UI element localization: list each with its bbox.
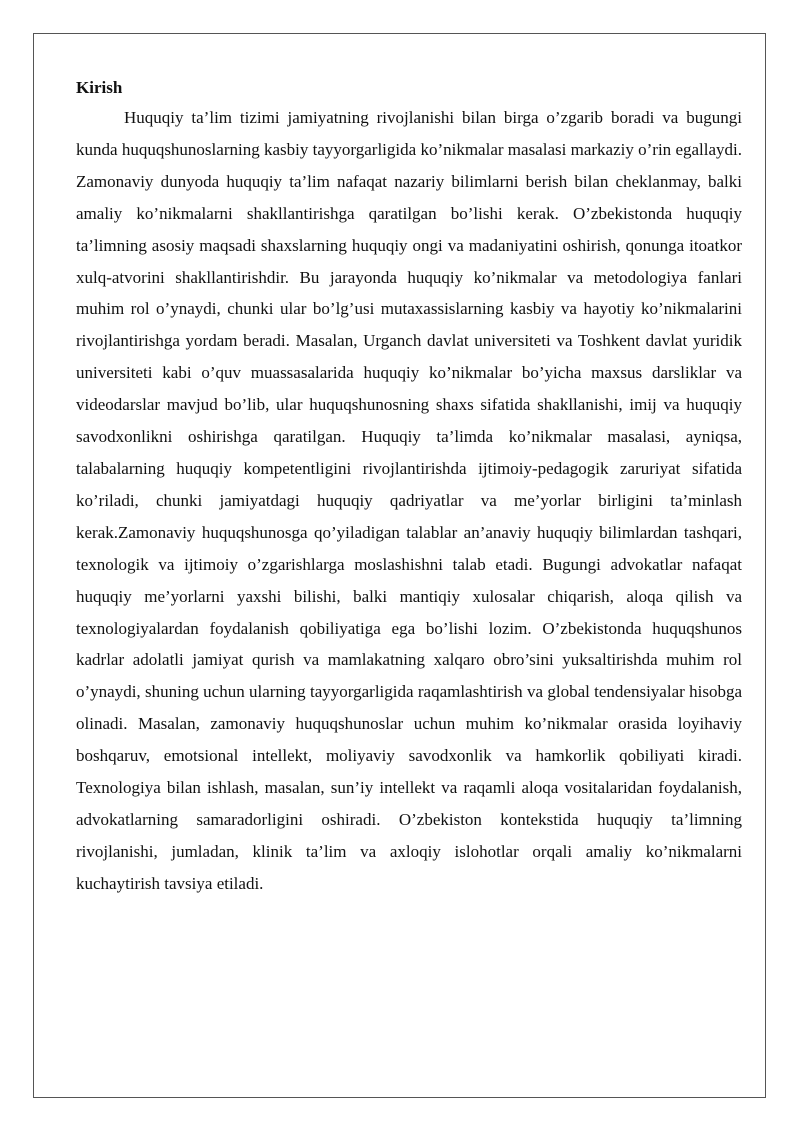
body-paragraph: Huquqiy ta’lim tizimi jamiyatning rivojlanishi bilan birga o’zgarib boradi va bugungi kunda huquqshunoslarning kasbiy tayyorgarligida ko’nikmalar masalasi markaziy o’rin egallaydi. Zamonaviy dunyoda huquqiy ta’lim nafaqat nazariy bilimlarni berish bilan cheklanmay, balki amaliy ko’nikmalarni shakllantirishga qaratilgan bo’lishi kerak. O’zbekistonda huquqiy ta’limning asosiy maqsadi shaxslarning huquqiy ongi va madaniyatini oshirish, qonunga itoatkor xulq-atvorini shakllantirishdir. Bu jarayonda huquqiy ko’nikmalar va metodologiya fanlari muhim rol o’ynaydi, chunki ular bo’lg’usi mutaxassislarning kasbiy va hayotiy ko’nikmalarini rivojlantirishga yordam beradi. Masalan, Urganch davlat universiteti va Toshkent davlat yuridik universiteti kabi o’quv muassasalarida huquqiy ko’nikmalar bo’yicha maxsus darsliklar va videodarslar mavjud bo’lib, ular huquqshunosning shaxs sifatida shakllanishi, imij va huquqiy savodxonlikni oshirishga qaratilgan. Huquqiy ta’limda ko’nikmalar masalasi, ayniqsa, talabalarning huquqiy kompetentligini rivojlantirishda ijtimoiy-pedagogik zaruriyat sifatida ko’riladi, chunki jamiyatdagi huquqiy qadriyatlar va me’yorlar birligini ta’minlash kerak.Zamonaviy huquqshunosga qo’yiladigan talablar an’anaviy huquqiy bilimlardan tashqari, texnologik va ijtimoiy o’zgarishlarga moslashishni talab etadi. Bugungi advokatlar nafaqat huquqiy me’yorlarni yaxshi bilishi, balki mantiqiy xulosalar chiqarish, aloqa qilish va texnologiyalardan foydalanish qobiliyatiga ega bo’lishi lozim. O’zbekistonda huquqshunos kadrlar adolatli jamiyat qurish va mamlakatning xalqaro obro’sini yuksaltirishda muhim rol o’ynaydi, shuning uchun ularning tayyorgarligida raqamlashtirish va global tendensiyalar hisobga olinadi. Masalan, zamonaviy huquqshunoslar uchun muhim ko’nikmalar orasida loyihaviy boshqaruv, emotsional intellekt, moliyaviy savodxonlik va hamkorlik qobiliyati kiradi. Texnologiya bilan ishlash, masalan, sun’iy intellekt va raqamli aloqa vositalaridan foydalanish, advokatlarning samaradorligini oshiradi. O’zbekiston kontekstida huquqiy ta’limning rivojlanishi, jumladan, klinik ta’lim va axloqiy islohotlar orqali amaliy ko’nikmalarni kuchaytirish tavsiya etiladi. (76, 108, 742, 893)
document-content (76, 73, 742, 900)
section-heading: Kirish (76, 78, 123, 97)
